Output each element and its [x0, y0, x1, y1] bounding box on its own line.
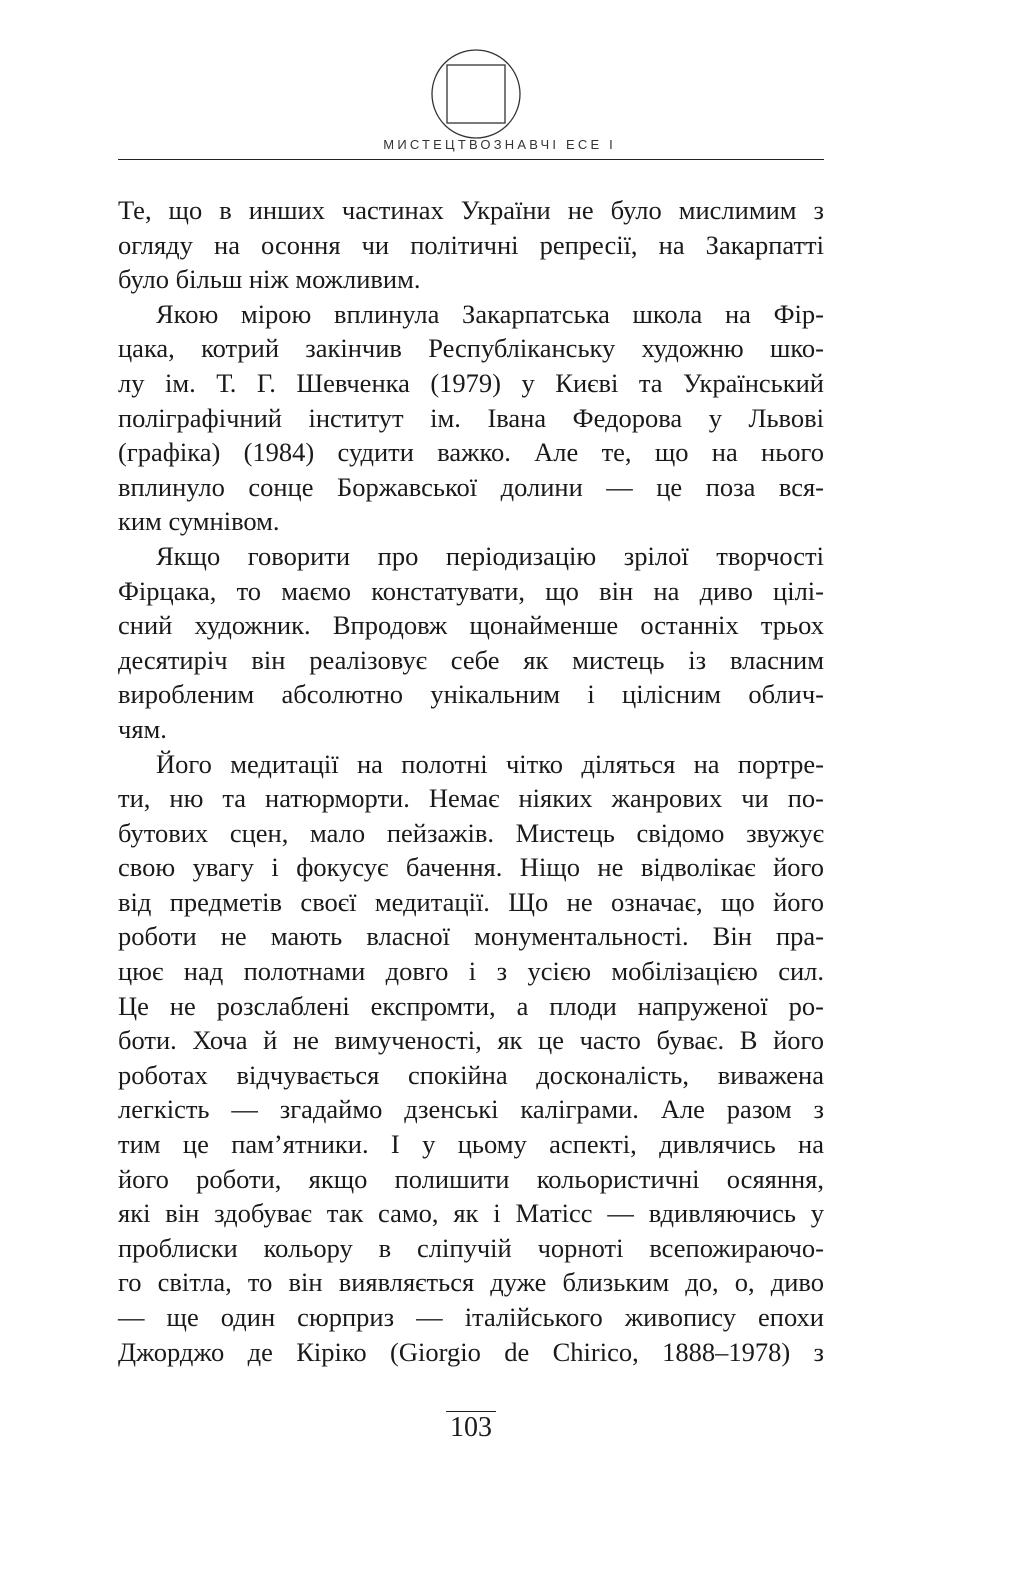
text-line: Фірцака, то маємо констатувати, що він на диво цілі- [118, 575, 824, 606]
body-text [118, 193, 824, 1369]
running-head: МИСТЕЦТВОЗНАВЧІ ЕСЕ І [383, 137, 616, 152]
text-line: його роботи, якщо полишити кольористичні осяяння, [118, 1163, 824, 1194]
text-line: чям. [118, 713, 167, 744]
text-line: Джорджо де Кіріко (Giorgio de Chirico, 1888–1978) з [118, 1336, 824, 1367]
text-line: виробленим абсолютно унікальним і цілісним облич- [118, 679, 824, 710]
text-line: вплинуло сонце Боржавської долини — це поза вся- [118, 471, 824, 502]
text-line: тим це пам’ятники. І у цьому аспекті, дивлячись на [118, 1129, 824, 1160]
text-line: Його медитації на полотні чітко діляться на портре- [156, 748, 824, 779]
text-line: цює над полотнами довго і з усією мобілізацією сил. [118, 956, 824, 987]
text-line: десятиріч він реалізовує себе як мистець із власним [118, 644, 824, 675]
text-line: — ще один сюрприз — італійського живопису епохи [118, 1302, 824, 1332]
text-line: боти. Хоча й не вимученості, як це часто буває. В його [118, 1025, 824, 1056]
text-line: лу ім. Т. Г. Шевченка (1979) у Києві та Український [118, 367, 824, 398]
header-rule [118, 159, 824, 160]
text-line: від предметів своєї медитації. Що не означає, що його [118, 886, 824, 917]
text-line: які він здобуває так само, як і Матісс — вдивляючись у [118, 1198, 824, 1229]
text-line: го світла, то він виявляється дуже близьким до, о, диво [118, 1267, 824, 1298]
text-line: Це не розслаблені експромти, а плоди напруженої ро- [118, 990, 824, 1021]
text-line: поліграфічний інститут ім. Івана Федорова у Львові [118, 402, 824, 433]
text-line: ти, ню та натюрморти. Немає ніяких жанрових чи по- [118, 783, 824, 814]
text-line: Якщо говорити про періодизацію зрілої творчості [156, 540, 824, 571]
text-line: сний художник. Впродовж щонайменше останніх трьох [118, 610, 824, 641]
text-line: роботи не мають власної монументальності. Він пра- [118, 921, 824, 952]
text-line: проблиски кольору в сліпучій чорноті всепожираючо- [118, 1232, 824, 1263]
text-line: Якою мірою вплинула Закарпатська школа на Фір- [156, 298, 824, 329]
text-line: роботах відчувається спокійна досконалість, виважена [118, 1059, 824, 1090]
circle-square-emblem-icon [430, 48, 522, 140]
page-number: 103 [450, 1412, 492, 1443]
text-line: бутових сцен, мало пейзажів. Мистець свідомо звужує [118, 817, 824, 848]
text-line: (графіка) (1984) судити важко. Але те, що на нього [118, 437, 824, 468]
text-line: легкість — згадаймо дзенські каліграми. Але разом з [118, 1094, 824, 1125]
text-line: Те, що в инших частинах України не було мислимим з [118, 195, 824, 225]
text-line: було більш ніж можливим. [118, 264, 421, 295]
text-line: цака, котрий закінчив Республіканську художню шко- [118, 333, 824, 364]
text-line: огляду на осоння чи політичні репресії, на Закарпатті [118, 229, 824, 260]
text-line: свою увагу і фокусує бачення. Ніщо не відволікає його [118, 852, 824, 883]
text-line: ким сумнівом. [118, 506, 280, 537]
